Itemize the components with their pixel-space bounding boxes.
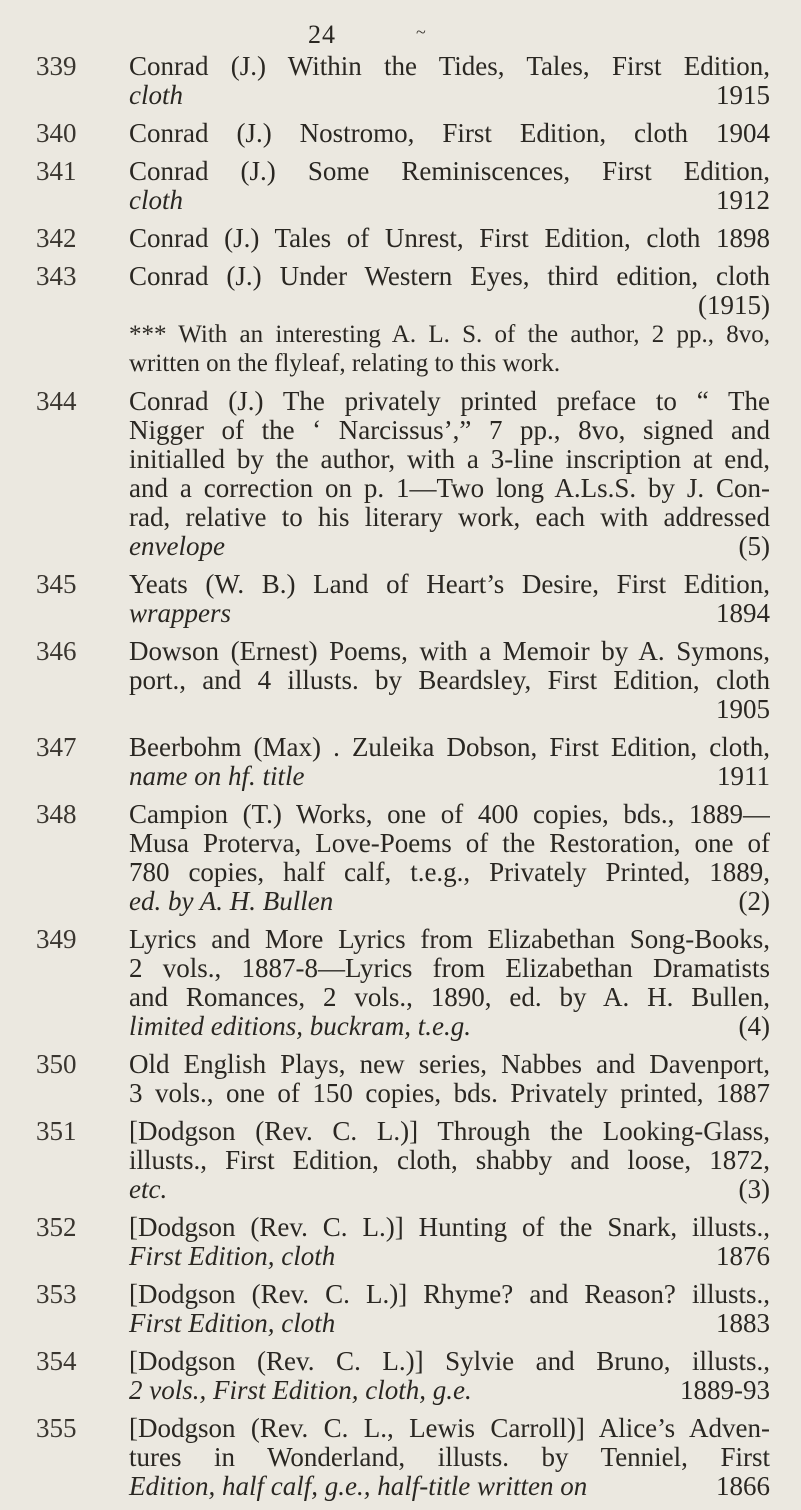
lot-number: 342 — [36, 223, 77, 253]
description-line: [Dodgson (Rev. C. L.)] Hunting of the Snark, illusts., — [129, 1213, 770, 1242]
description-date-or-count: 1915 — [716, 80, 770, 110]
entry-description — [129, 733, 770, 791]
description-line: Beerbohm (Max) . Zuleika Dobson, First Edition, cloth, — [129, 733, 770, 762]
description-binding: First Edition, cloth — [129, 1308, 336, 1338]
description-date-or-count: 1905 — [716, 694, 770, 724]
description-last-line — [129, 1012, 770, 1041]
description-line: [Dodgson (Rev. C. L.)] Sylvie and Bruno, illusts., — [129, 1347, 770, 1376]
description-last-line — [129, 532, 770, 561]
description-date-or-count: 1912 — [716, 185, 770, 215]
description-last-line — [129, 81, 770, 110]
description-last-line — [129, 291, 770, 320]
description-line: [Dodgson (Rev. C. L.)] Rhyme? and Reason? illusts., — [129, 1280, 770, 1309]
description-last-line — [129, 1472, 770, 1501]
description-line: and a correction on p. 1—Two long A.Ls.S. by J. Con- — [129, 474, 770, 503]
catalogue-entry — [0, 733, 801, 791]
description-date-or-count: 1911 — [717, 761, 770, 791]
description-date-or-count: 1889-93 — [680, 1375, 770, 1405]
description-last-line — [129, 1242, 770, 1271]
description-line: 3 vols., one of 150 copies, bds. Privately printed, 1887 — [129, 1079, 770, 1108]
description-binding: First Edition, cloth — [129, 1241, 336, 1271]
catalogue-entry — [0, 224, 801, 253]
lot-number: 348 — [36, 799, 77, 829]
description-line: tures in Wonderland, illusts. by Tenniel, First — [129, 1443, 770, 1472]
description-line: Conrad (J.) Some Reminiscences, First Edition, — [129, 157, 770, 186]
description-line: Old English Plays, new series, Nabbes and Davenport, — [129, 1050, 770, 1079]
description-binding: 2 vols., First Edition, cloth, g.e. — [129, 1375, 472, 1405]
description-date-or-count: 1883 — [716, 1308, 770, 1338]
catalogue-entry — [0, 387, 801, 561]
entry-description — [129, 1280, 770, 1338]
catalogue-entry — [0, 1213, 801, 1271]
description-date-or-count: (1915) — [698, 290, 770, 320]
entry-description — [129, 1347, 770, 1405]
description-binding: limited editions, buckram, t.e.g. — [129, 1011, 471, 1041]
description-line: [Dodgson (Rev. C. L., Lewis Carroll)] Alice’s Adven- — [129, 1414, 770, 1443]
description-line: Conrad (J.) Under Western Eyes, third edition, cloth — [129, 262, 770, 291]
entry-description — [129, 119, 770, 148]
description-line: Campion (T.) Works, one of 400 copies, bds., 1889— — [129, 800, 770, 829]
lot-number: 349 — [36, 924, 77, 954]
entry-description — [129, 570, 770, 628]
description-date-or-count: 1876 — [716, 1241, 770, 1271]
description-line: Conrad (J.) Nostromo, First Edition, cloth 1904 — [129, 119, 770, 148]
lot-number: 352 — [36, 1212, 77, 1242]
description-last-line — [129, 1376, 770, 1405]
description-last-line — [129, 762, 770, 791]
description-date-or-count: 1866 — [716, 1471, 770, 1501]
description-line: initialled by the author, with a 3-line inscription at end, — [129, 445, 770, 474]
description-date-or-count: (4) — [738, 1011, 770, 1041]
catalogue-entry — [0, 1117, 801, 1204]
entry-description — [129, 52, 770, 110]
entry-description — [129, 1213, 770, 1271]
entry-description — [129, 157, 770, 215]
description-binding: envelope — [129, 531, 225, 561]
entry-list — [0, 52, 801, 1510]
printer-mark: ~ — [416, 22, 426, 42]
description-last-line — [129, 1309, 770, 1338]
entry-description — [129, 387, 770, 561]
description-date-or-count: (2) — [738, 886, 770, 916]
description-binding: name on hf. title — [129, 761, 305, 791]
lot-number: 341 — [36, 156, 77, 186]
catalogue-entry — [0, 800, 801, 916]
description-date-or-count: (5) — [738, 531, 770, 561]
description-line: [Dodgson (Rev. C. L.)] Through the Looking-Glass, — [129, 1117, 770, 1146]
description-last-line — [129, 695, 770, 724]
catalogue-entry — [0, 1050, 801, 1108]
entry-description — [129, 1117, 770, 1204]
catalogue-entry — [0, 262, 801, 378]
lot-number: 340 — [36, 118, 77, 148]
entry-description — [129, 800, 770, 916]
description-line: illusts., First Edition, cloth, shabby and loose, 1872, — [129, 1146, 770, 1175]
entry-description — [129, 1414, 770, 1501]
lot-number: 354 — [36, 1346, 77, 1376]
description-line: Musa Proterva, Love-Poems of the Restoration, one of — [129, 829, 770, 858]
description-last-line — [129, 599, 770, 628]
description-last-line — [129, 1175, 770, 1204]
lot-number: 345 — [36, 569, 77, 599]
lot-number: 355 — [36, 1413, 77, 1443]
description-binding: ed. by A. H. Bullen — [129, 886, 334, 916]
catalogue-entry — [0, 52, 801, 110]
catalogue-entry — [0, 1280, 801, 1338]
description-line: 780 copies, half calf, t.e.g., Privately Printed, 1889, — [129, 858, 770, 887]
lot-number: 339 — [36, 51, 77, 81]
description-line: Yeats (W. B.) Land of Heart’s Desire, First Edition, — [129, 570, 770, 599]
lot-number: 351 — [36, 1116, 77, 1146]
description-binding: etc. — [129, 1174, 168, 1204]
catalogue-entry — [0, 925, 801, 1041]
description-last-line — [129, 186, 770, 215]
catalogue-entry — [0, 1347, 801, 1405]
entry-description — [129, 224, 770, 253]
catalogue-entry — [0, 157, 801, 215]
entry-note: *** With an interesting A. L. S. of the author, 2 pp., 8vo, written on the flyleaf, relating to this work. — [129, 321, 770, 377]
description-line: and Romances, 2 vols., 1890, ed. by A. H. Bullen, — [129, 983, 770, 1012]
description-line: Conrad (J.) Tales of Unrest, First Edition, cloth 1898 — [129, 224, 770, 253]
description-line: Conrad (J.) The privately printed preface to “ The — [129, 387, 770, 416]
description-line: 2 vols., 1887-8—Lyrics from Elizabethan Dramatists — [129, 954, 770, 983]
description-line: Conrad (J.) Within the Tides, Tales, First Edition, — [129, 52, 770, 81]
description-binding: wrappers — [129, 598, 232, 628]
page-number: 24 — [308, 20, 336, 49]
lot-number: 353 — [36, 1279, 77, 1309]
description-line: Lyrics and More Lyrics from Elizabethan Song-Books, — [129, 925, 770, 954]
description-line: port., and 4 illusts. by Beardsley, First Edition, cloth — [129, 666, 770, 695]
description-date-or-count: 1894 — [716, 598, 770, 628]
description-binding: cloth — [129, 185, 183, 215]
entry-description — [129, 1050, 770, 1108]
description-binding: Edition, half calf, g.e., half-title written on — [129, 1471, 588, 1501]
catalogue-entry — [0, 570, 801, 628]
description-line: Dowson (Ernest) Poems, with a Memoir by A. Symons, — [129, 637, 770, 666]
lot-number: 347 — [36, 732, 77, 762]
description-date-or-count: (3) — [738, 1174, 770, 1204]
catalogue-entry — [0, 1414, 801, 1501]
description-line: Nigger of the ‘ Narcissus’,” 7 pp., 8vo, signed and — [129, 416, 770, 445]
catalogue-entry — [0, 637, 801, 724]
lot-number: 350 — [36, 1049, 77, 1079]
description-last-line — [129, 887, 770, 916]
entry-description — [129, 637, 770, 724]
catalogue-entry — [0, 119, 801, 148]
description-binding: cloth — [129, 80, 183, 110]
lot-number: 343 — [36, 261, 77, 291]
entry-description — [129, 262, 770, 378]
lot-number: 346 — [36, 636, 77, 666]
description-line: rad, relative to his literary work, each with addressed — [129, 503, 770, 532]
entry-description — [129, 925, 770, 1041]
lot-number: 344 — [36, 386, 77, 416]
